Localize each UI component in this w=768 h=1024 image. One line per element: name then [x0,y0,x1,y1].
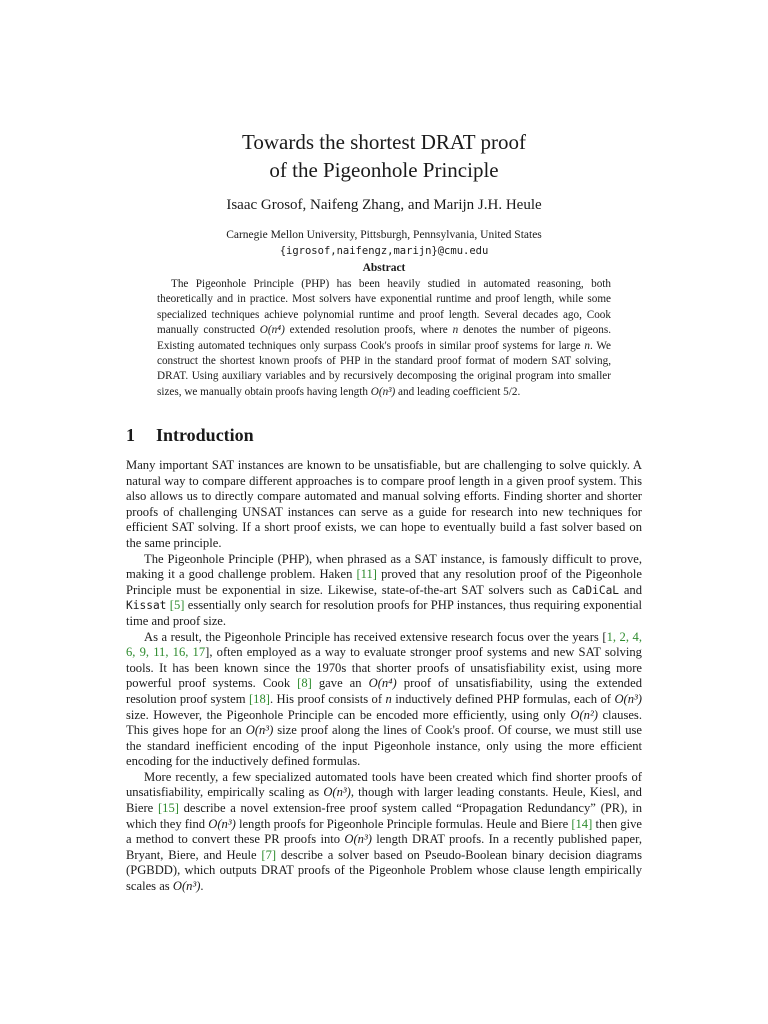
tool-name: CaDiCaL [571,583,620,597]
citation-links[interactable]: 1, 2, 4, 6, 9, 11, 16, 17 [126,629,642,660]
body-text: More recently, a few specialized automated tools have been created which find shorter proofs of unsatisfiability, empirically scaling as [126,769,642,800]
body-text: describe a novel extension-free proof system called “Propagation Redundancy” (PR), in which they find [126,801,642,831]
body-text: As a result, the Pigeonhole Principle has received extensive research focus over the years [ [144,629,607,644]
abstract-text: denotes the number of pigeons. Existing automated techniques only surpass Cook's proofs in similar proof systems for large [157,324,612,352]
citation-link[interactable]: [5] [169,598,185,613]
body-text: , though with larger leading constants. Heule, Kiesl, and Biere [126,785,642,816]
math: O(n³) [245,723,274,738]
body-text: size proof along the lines of Cook's proof. Of course, we must still use the standard inefficient encoding of the input Pigeonhole instance, only using the more efficient encoding for the inductively defined formulas. [126,723,642,769]
citation-link[interactable]: [7] [261,847,277,862]
author-emails: {igrosof,naifengz,marijn}@cmu.edu [279,245,489,257]
math: O(n³) [344,832,372,847]
body-text: describe a solver based on Pseudo-Boolean binary decision diagrams (PGBDD), which outputs DRAT proofs of the Pigeonhole Problem whose clause length empirically scales as [126,847,643,894]
body-text: length proofs for Pigeonhole Principle formulas. Heule and Biere [235,816,572,831]
abstract-heading: Abstract [362,262,406,274]
body-text: inductively defined PHP formulas, each of [391,691,615,706]
abstract-text: and leading coefficient 5/2. [395,385,521,398]
abstract-text: . We construct the shortest known proofs of PHP in the standard proof format of modern SAT solving, DRAT. Using auxiliary variables and by recursively decomposing the original program into smaller sizes, we manually obtain proofs having length [157,339,611,398]
section-heading [126,425,646,446]
body-text: . [200,879,204,894]
title-line-1: Towards the shortest DRAT proof [242,130,526,154]
math: O(n²) [570,707,598,722]
paper-title [0,128,768,184]
body-text: . His proof consists of [269,691,386,706]
math: n [584,339,590,352]
citation-link[interactable]: [15] [157,801,179,816]
math: O(n³) [208,816,236,831]
paragraph-2 [126,552,642,630]
author-list: Isaac Grosof, Naifeng Zhang, and Marijn J.H. Heule [226,197,542,213]
section-number: 1 [126,425,135,445]
title-line-2: of the Pigeonhole Principle [269,158,499,182]
body-text: gave an [311,676,369,691]
citation-link[interactable]: [8] [297,676,312,691]
body-text: size. However, the Pigeonhole Principle can be encoded more efficiently, using only [126,707,571,722]
math: n [385,691,392,706]
body-text: proof of unsatisfiability, using the extended resolution proof system [126,676,642,706]
body-text: and [619,582,642,597]
paragraph-1: Many important SAT instances are known to be unsatisfiable, but are challenging to solve quickly. A natural way to compare different approaches is to compare proof length in a given proof system. This also allows us to directly compare automated and manual solving efforts. Finding shorter and shorter proofs of challenging UNSAT instances can serve as a guide for research into new techniques for efficient SAT solving. If a short proof exists, we can hope to eventually build a fast solver based on the same principle. [126,458,642,550]
math: O(n³) [172,879,201,894]
citation-link[interactable]: [14] [571,816,593,831]
abstract-body [157,277,611,400]
abstract-text: extended resolution proofs, where [284,324,453,337]
body-text: proved that any resolution proof of the Pigeonhole Principle must be exponential in size. Likewise, state-of-the-art SAT solvers such as [126,567,642,597]
math: O(n³) [323,785,351,800]
math: n [452,324,459,337]
citation-link[interactable]: [11] [356,567,377,582]
body-text: length DRAT proofs. In a recently published paper, Bryant, Biere, and Heule [126,832,642,862]
math: O(n⁴) [259,324,285,337]
body-text: ], often employed as a way to evaluate stronger proof systems and new SAT solving tools. It has been known since the 1970s that shorter proofs of unsatisfiability exist, using more powerful proof systems. Cook [126,645,642,691]
math: O(n³) [370,385,396,398]
body-text: then give a method to convert these PR proofs into [126,816,642,847]
tool-name: Kissat [126,599,167,613]
math: O(n⁴) [368,676,397,691]
abstract-text: The Pigeonhole Principle (PHP) has been heavily studied in automated reasoning, both theoretically and in practice. Most solvers have exponential runtime and proof length, while some specialized techniques achieve polynomial runtime and proof length. Several decades ago, Cook manually constructed [157,278,611,337]
body-text: essentially only search for resolution proofs for PHP instances, thus requiring exponential time and proof size. [126,598,642,628]
affiliation: Carnegie Mellon University, Pittsburgh, Pennsylvania, United States [226,229,542,241]
body-text: The Pigeonhole Principle (PHP), when phrased as a SAT instance, is famously difficult to prove, making it a good challenge problem. Haken [126,551,642,582]
affiliation-block [0,227,768,259]
citation-link[interactable]: [18] [248,691,270,706]
paragraph-4 [126,770,642,895]
section-title: Introduction [156,425,254,445]
math: O(n³) [614,691,642,706]
abstract-paragraph [157,277,611,400]
paragraph-3 [126,630,642,770]
body-text: clauses. This gives hope for an [126,707,642,738]
section-body [126,458,642,895]
